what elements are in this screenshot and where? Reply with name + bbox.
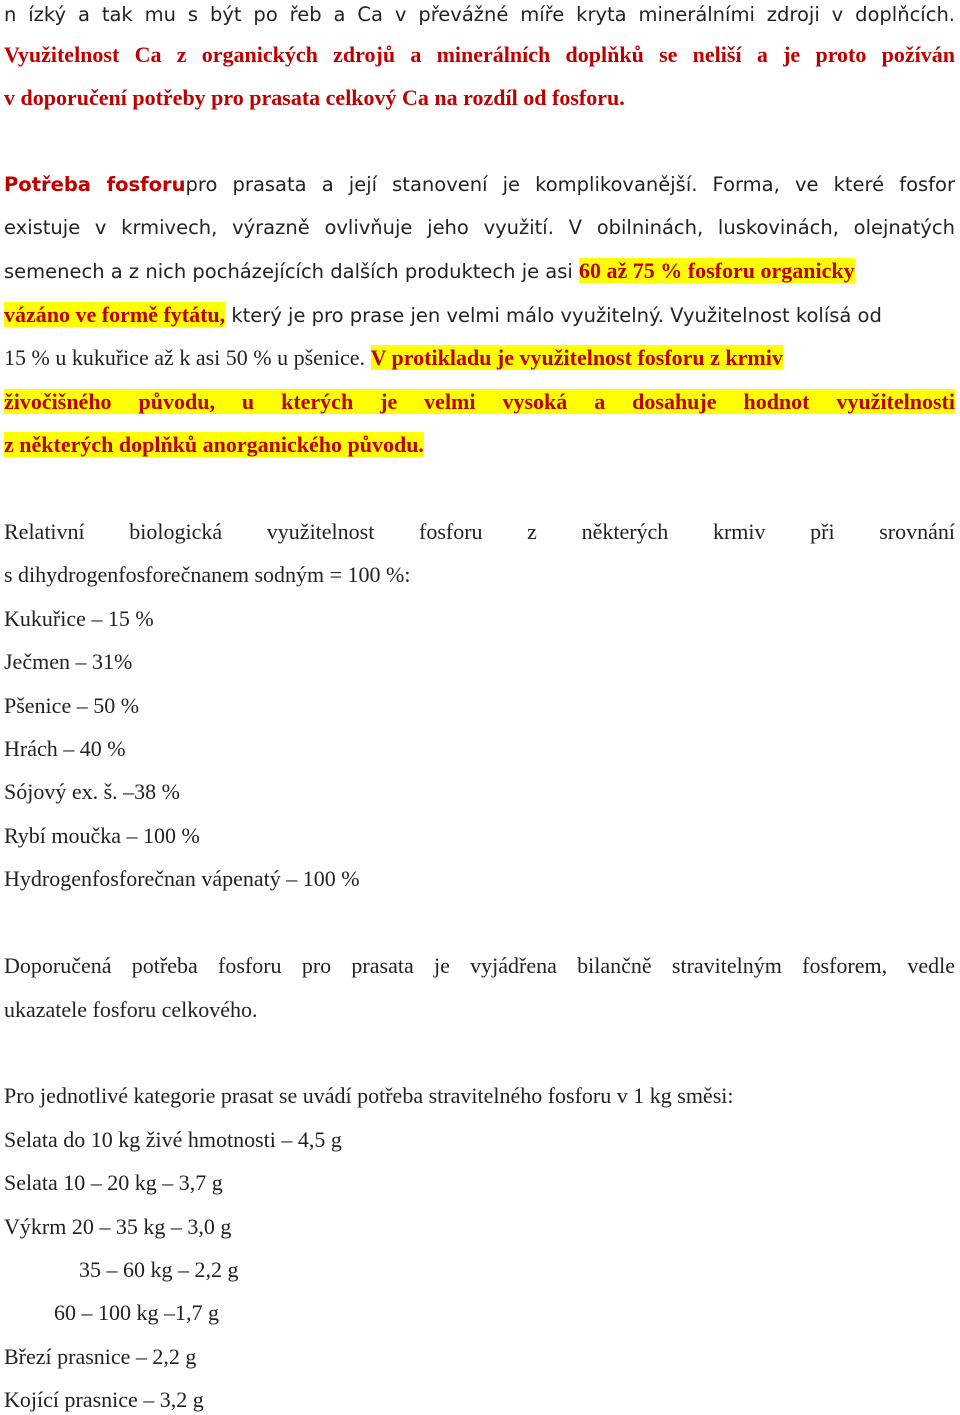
p1-line2: Využitelnost Ca z organických zdrojů a minerálních doplňků se neliší a je proto požíván [4, 42, 955, 67]
p5-line1: Pro jednotlivé kategorie prasat se uvádí potřeba stravitelného fosforu v 1 kg směsi: [4, 1083, 734, 1108]
p2-line5 [4, 343, 955, 373]
list-item: 60 – 100 kg –1,7 g [54, 1300, 219, 1325]
p2-line4-rest: který je pro prase jen velmi málo využitelný. Využitelnost kolísá od [225, 304, 882, 327]
p2-highlight-5: z některých doplňků anorganického původu. [4, 432, 424, 457]
list-item: Kukuřice – 15 % [4, 606, 154, 631]
list-item: Sójový ex. š. –38 % [4, 779, 180, 804]
list-item: Rybí moučka – 100 % [4, 823, 200, 848]
list-item: Hydrogenfosforečnan vápenatý – 100 % [4, 866, 360, 891]
list-item: Selata do 10 kg živé hmotnosti – 4,5 g [4, 1127, 342, 1152]
p2-line5-text: 15 % u kukuřice až k asi 50 % u pšenice. [4, 345, 371, 370]
p4-line1: Doporučená potřeba fosforu pro prasata je vyjádřena bilančně stravitelným fosforem, vedle [4, 953, 955, 978]
p2-highlight-3: V protikladu je využitelnost fosforu z krmiv [370, 345, 783, 370]
p2-line2 [4, 212, 955, 242]
list-item: Kojící prasnice – 3,2 g [4, 1387, 204, 1412]
p1-line1: n ízký a tak mu s být po řeb a Ca v převážné míře kryta minerálními zdroji v doplňcích. [4, 3, 955, 26]
p2-line4 [4, 300, 955, 331]
p2-line7 [4, 430, 955, 460]
p2-highlight-1: 60 až 75 % fosforu organicky [579, 258, 855, 283]
p1-line3: v doporučení potřeby pro prasata celkový Ca na rozdíl od fosforu. [4, 85, 625, 110]
p2-highlight-4: živočišného původu, u kterých je velmi vysoká a dosahuje hodnot využitelnosti [4, 389, 955, 414]
p2-line1 [4, 169, 955, 199]
list-item: Hrách – 40 % [4, 736, 126, 761]
list-item: Výkrm 20 – 35 kg – 3,0 g [4, 1214, 232, 1239]
list-item: Selata 10 – 20 kg – 3,7 g [4, 1170, 223, 1195]
list-item: Pšenice – 50 % [4, 693, 140, 718]
p4-line2: ukazatele fosforu celkového. [4, 997, 258, 1022]
list-item: 35 – 60 kg – 2,2 g [79, 1257, 239, 1282]
p2-line1-rest: pro prasata a její stanovení je komplikovanější. Forma, ve které fosfor [185, 173, 955, 196]
list-item: Ječmen – 31% [4, 649, 133, 674]
p2-line6 [4, 387, 955, 417]
p3-line1: Relativní biologická využitelnost fosforu z některých krmiv při srovnání [4, 519, 955, 544]
p2-highlight-2: vázáno ve formě fytátu, [4, 302, 226, 327]
p2-line3 [4, 256, 955, 287]
list-item: Březí prasnice – 2,2 g [4, 1344, 197, 1369]
p2-line2-text: existuje v krmivech, výrazně ovlivňuje jeho využití. V obilninách, luskovinách, olejnatých [4, 216, 955, 239]
p2-line3-text: semenech a z nich pocházejících dalších produktech je asi [4, 260, 580, 283]
p2-heading-red: Potřeba fosforu [4, 173, 186, 196]
p3-line2: s dihydrogenfosforečnanem sodným = 100 %: [4, 562, 411, 587]
